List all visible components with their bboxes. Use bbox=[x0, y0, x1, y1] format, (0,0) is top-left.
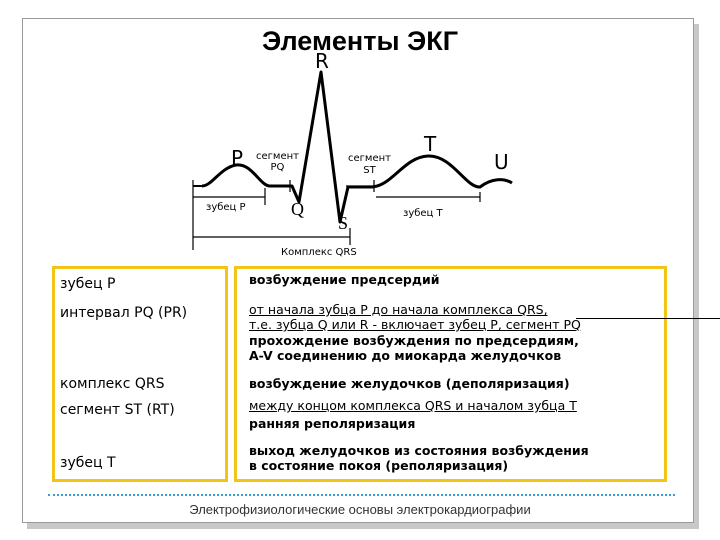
desc-st-line1: между концом комплекса QRS и началом зубца T bbox=[249, 398, 577, 413]
desc-t-line1: выход желудочков из состояния возбуждения bbox=[249, 443, 589, 458]
wave-p-label: зубец P bbox=[206, 202, 246, 213]
desc-pq-line4: A-V соединению до миокарда желудочков bbox=[249, 348, 562, 363]
terms-box bbox=[52, 266, 228, 482]
segment-pq-label: сегмент PQ bbox=[256, 151, 299, 173]
peak-u-label: U bbox=[494, 150, 509, 174]
desc-pq-line1: от начала зубца P до начала комплекса QRS, bbox=[249, 302, 548, 317]
desc-qrs: возбуждение желудочков (деполяризация) bbox=[249, 376, 570, 391]
term-qrs-complex: комплекс QRS bbox=[60, 376, 165, 392]
wave-t-label: зубец T bbox=[403, 208, 443, 219]
peak-p-label: P bbox=[231, 146, 244, 170]
desc-p-wave: возбуждение предсердий bbox=[249, 272, 440, 287]
peak-r-label: R bbox=[315, 49, 329, 73]
complex-qrs-label: Комплекс QRS bbox=[281, 247, 357, 258]
term-pq-interval: интервал PQ (PR) bbox=[60, 305, 188, 321]
segment-st-label: сегмент ST bbox=[348, 153, 391, 176]
desc-t-line2: в состояние покоя (реполяризация) bbox=[249, 458, 509, 473]
peak-s-label: S bbox=[338, 213, 349, 233]
peak-t-label: T bbox=[424, 132, 437, 156]
term-st-segment: сегмент ST (RT) bbox=[60, 402, 175, 418]
footer-divider bbox=[48, 494, 675, 496]
ecg-waveform bbox=[202, 72, 512, 222]
desc-st-line2: ранняя реполяризация bbox=[249, 416, 416, 431]
page-title: Элементы ЭКГ bbox=[261, 26, 459, 56]
footer-text: Электрофизиологические основы электрокардиографии bbox=[189, 502, 531, 517]
peak-q-label: Q bbox=[291, 199, 304, 219]
annotation-line bbox=[576, 318, 720, 319]
term-t-wave: зубец T bbox=[60, 455, 116, 471]
desc-pq-line2: т.е. зубца Q или R - включает зубец P, сегмент PQ bbox=[249, 317, 581, 332]
desc-pq-line3: прохождение возбуждения по предсердиям, bbox=[249, 333, 579, 348]
term-p-wave: зубец P bbox=[60, 276, 116, 292]
